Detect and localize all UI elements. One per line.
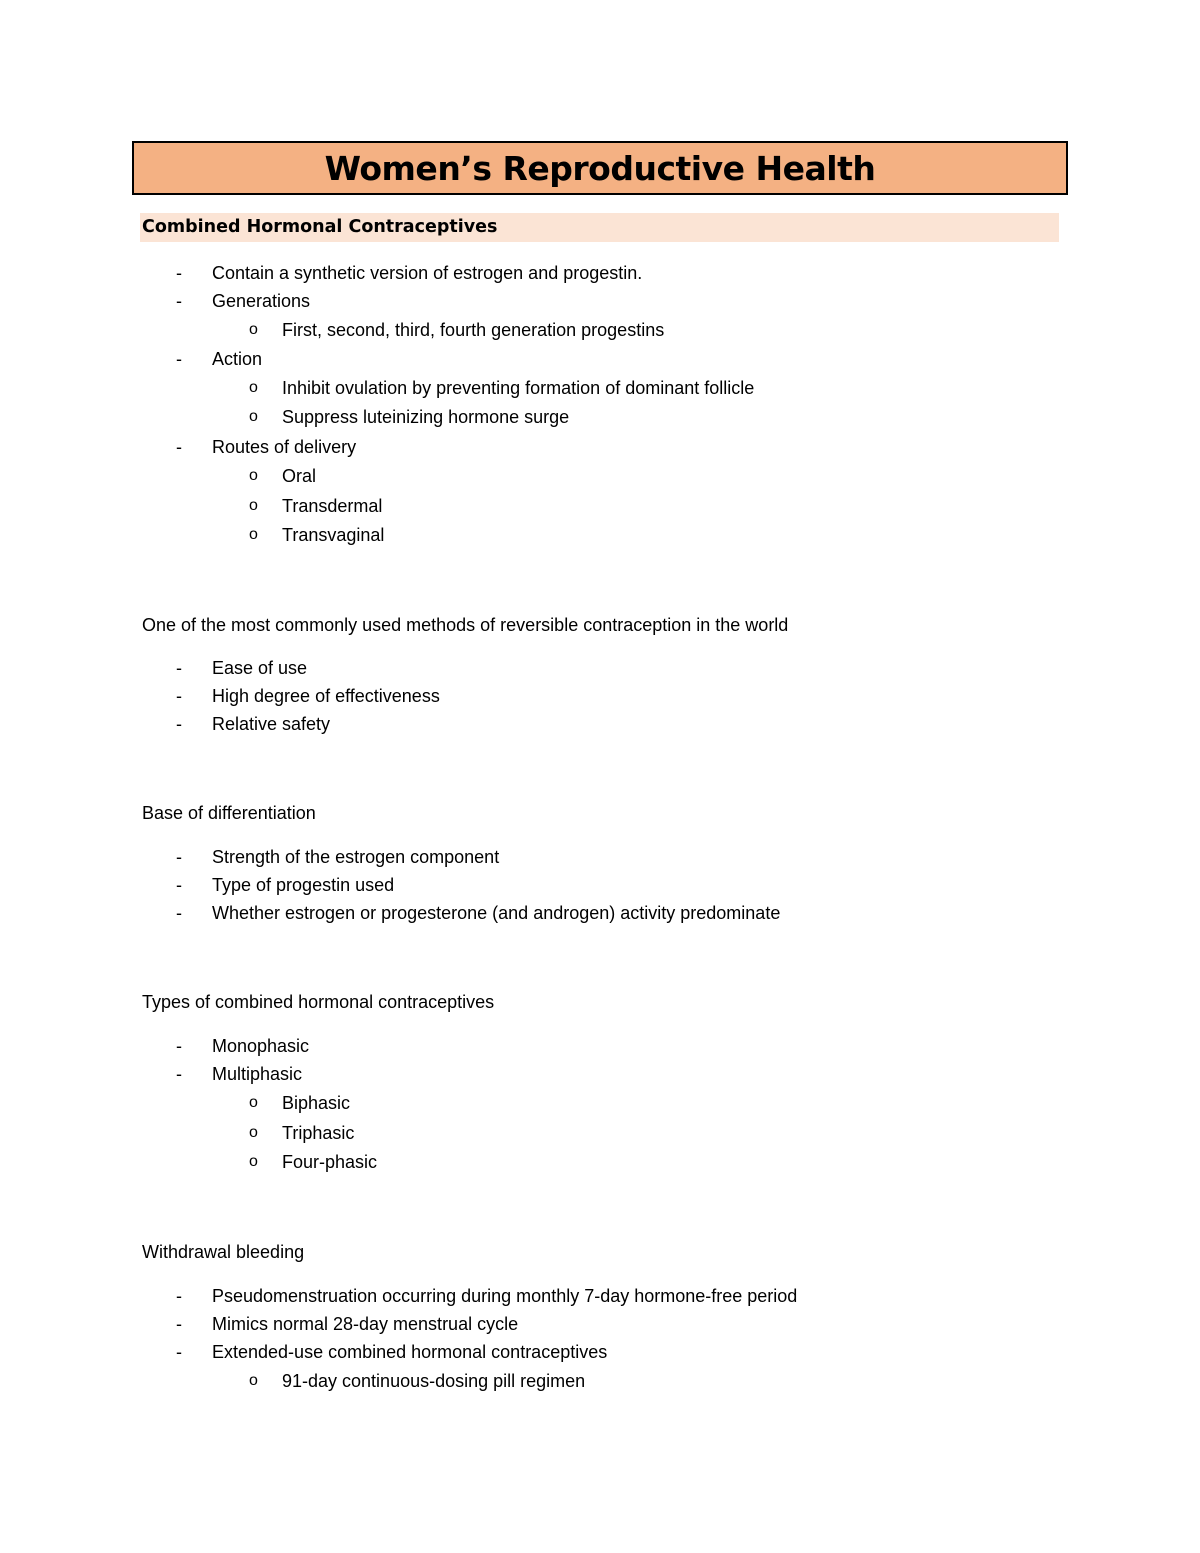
list-bullet-dash: -	[176, 263, 182, 283]
document-title: Women’s Reproductive Health	[324, 148, 876, 188]
list-bullet-dash: -	[176, 714, 182, 734]
sub-list-item: Biphasic	[282, 1093, 351, 1113]
paragraph-heading: Base of differentiation	[142, 803, 316, 823]
list-item: Relative safety	[212, 714, 331, 734]
sub-list-bullet: o	[249, 379, 258, 396]
sub-list-bullet: o	[249, 526, 258, 543]
list-item: Multiphasic	[212, 1064, 303, 1084]
list-item: Generations	[212, 291, 311, 311]
paragraph-heading: One of the most commonly used methods of reversible contraception in the world	[142, 615, 789, 635]
list-bullet-dash: -	[176, 686, 182, 706]
list-item: Pseudomenstruation occurring during monthly 7-day hormone-free period	[212, 1286, 798, 1306]
list-item: Monophasic	[212, 1036, 310, 1056]
list-bullet-dash: -	[176, 658, 182, 678]
sub-list-item: Oral	[282, 466, 317, 486]
list-bullet-dash: -	[176, 291, 182, 311]
sub-list-item: Four-phasic	[282, 1152, 378, 1172]
sub-list-bullet: o	[249, 497, 258, 514]
paragraph-heading: Types of combined hormonal contraceptives	[142, 992, 495, 1012]
sub-list-item: First, second, third, fourth generation progestins	[282, 320, 665, 340]
list-item: Ease of use	[212, 658, 308, 678]
sub-list-bullet: o	[249, 1372, 258, 1389]
list-bullet-dash: -	[176, 1342, 182, 1362]
list-bullet-dash: -	[176, 1314, 182, 1334]
list-bullet-dash: -	[176, 903, 182, 923]
sub-list-item: Transdermal	[282, 496, 383, 516]
sub-list-item: Inhibit ovulation by preventing formation of dominant follicle	[282, 378, 755, 398]
list-item: Strength of the estrogen component	[212, 847, 500, 867]
sub-list-item: Suppress luteinizing hormone surge	[282, 407, 570, 427]
paragraph-heading: Withdrawal bleeding	[142, 1242, 305, 1262]
sub-list-bullet: o	[249, 408, 258, 425]
list-bullet-dash: -	[176, 1064, 182, 1084]
list-item: Whether estrogen or progesterone (and androgen) activity predominate	[212, 903, 781, 923]
list-item: Mimics normal 28-day menstrual cycle	[212, 1314, 519, 1334]
sub-list-item: 91-day continuous-dosing pill regimen	[282, 1371, 586, 1391]
sub-list-item: Transvaginal	[282, 525, 385, 545]
list-item: Type of progestin used	[212, 875, 395, 895]
list-bullet-dash: -	[176, 875, 182, 895]
sub-list-bullet: o	[249, 1094, 258, 1111]
list-item: Routes of delivery	[212, 437, 357, 457]
list-item: High degree of effectiveness	[212, 686, 440, 706]
list-bullet-dash: -	[176, 847, 182, 867]
list-bullet-dash: -	[176, 437, 182, 457]
sub-list-bullet: o	[249, 1153, 258, 1170]
list-bullet-dash: -	[176, 1036, 182, 1056]
sub-list-bullet: o	[249, 467, 258, 484]
list-item: Action	[212, 349, 263, 369]
document-title-box	[132, 141, 1068, 195]
list-bullet-dash: -	[176, 349, 182, 369]
sub-list-bullet: o	[249, 321, 258, 338]
section-heading: Combined Hormonal Contraceptives	[142, 217, 498, 237]
list-item: Contain a synthetic version of estrogen and progestin.	[212, 263, 643, 283]
sub-list-item: Triphasic	[282, 1123, 355, 1143]
list-item: Extended-use combined hormonal contraceptives	[212, 1342, 608, 1362]
list-bullet-dash: -	[176, 1286, 182, 1306]
sub-list-bullet: o	[249, 1124, 258, 1141]
